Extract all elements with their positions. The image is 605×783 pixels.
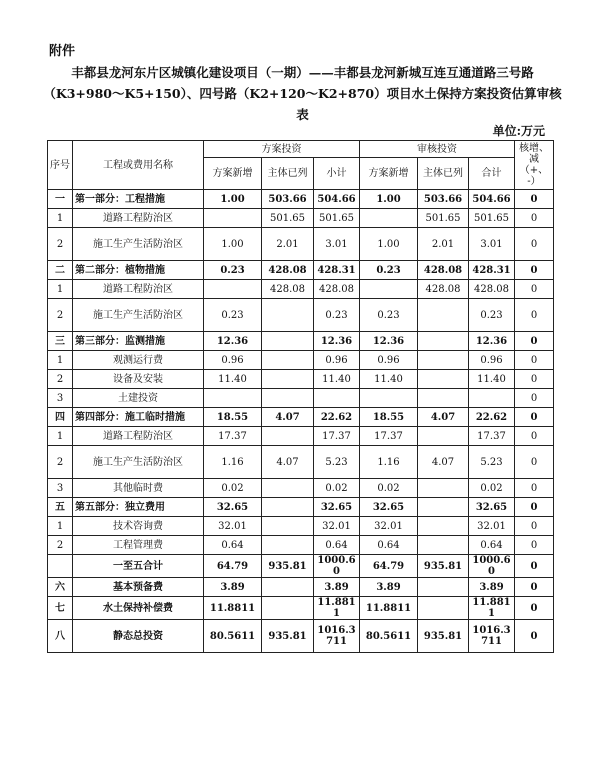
header-plan-main: 主体已列 <box>262 158 314 190</box>
cell-plan-new <box>204 209 262 228</box>
cell-review-new: 0.23 <box>360 261 418 280</box>
row-name: 技术咨询费 <box>73 517 204 536</box>
row-name: 其他临时费 <box>73 479 204 498</box>
row-name: 土建投资 <box>73 389 204 408</box>
cell-diff: 0 <box>515 261 554 280</box>
cell-diff: 0 <box>515 389 554 408</box>
cell-plan-new: 11.40 <box>204 370 262 389</box>
attachment-label: 附件 <box>49 44 76 59</box>
row-seq: 1 <box>48 517 73 536</box>
cell-review-main <box>418 299 469 332</box>
cell-review-new: 0.23 <box>360 299 418 332</box>
cell-review-new: 12.36 <box>360 332 418 351</box>
cell-plan-main: 428.08 <box>262 280 314 299</box>
row-name: 道路工程防治区 <box>73 209 204 228</box>
row-seq: 七 <box>48 597 73 620</box>
cell-plan-main: 4.07 <box>262 446 314 479</box>
cell-diff: 0 <box>515 479 554 498</box>
cell-review-new: 0.64 <box>360 536 418 555</box>
row-name: 工程管理费 <box>73 536 204 555</box>
cell-diff: 0 <box>515 536 554 555</box>
cell-plan-new: 3.89 <box>204 578 262 597</box>
table-row <box>48 261 554 280</box>
table-row <box>48 517 554 536</box>
title-line-2: （K3+980～K5+150）、四号路（K2+120～K2+870）项目水土保持方案投资估算审核表 <box>43 86 562 122</box>
cell-plan-subtotal: 11.8811 <box>314 597 360 620</box>
cell-plan-main <box>262 498 314 517</box>
cell-review-total: 12.36 <box>469 332 515 351</box>
cell-plan-subtotal: 5.23 <box>314 446 360 479</box>
row-seq: 六 <box>48 578 73 597</box>
cell-review-new: 32.01 <box>360 517 418 536</box>
row-name: 道路工程防治区 <box>73 280 204 299</box>
table-row <box>48 446 554 479</box>
cell-plan-new: 12.36 <box>204 332 262 351</box>
cell-diff: 0 <box>515 517 554 536</box>
cell-review-total <box>469 389 515 408</box>
cell-review-new: 17.37 <box>360 427 418 446</box>
cell-review-new: 1.00 <box>360 190 418 209</box>
row-seq: 2 <box>48 536 73 555</box>
row-seq: 五 <box>48 498 73 517</box>
table-row <box>48 351 554 370</box>
cell-review-new <box>360 280 418 299</box>
cell-plan-main <box>262 578 314 597</box>
cell-plan-subtotal: 32.01 <box>314 517 360 536</box>
row-name: 施工生产生活防治区 <box>73 446 204 479</box>
cell-plan-main <box>262 597 314 620</box>
cell-review-new: 64.79 <box>360 555 418 578</box>
row-seq: 一 <box>48 190 73 209</box>
cell-review-total: 0.96 <box>469 351 515 370</box>
row-name: 设备及安装 <box>73 370 204 389</box>
cell-diff: 0 <box>515 620 554 653</box>
cell-review-total: 1000.60 <box>469 555 515 578</box>
table-row <box>48 498 554 517</box>
cell-review-new: 11.40 <box>360 370 418 389</box>
cell-review-total: 32.65 <box>469 498 515 517</box>
header-review-main: 主体已列 <box>418 158 469 190</box>
cell-plan-main <box>262 351 314 370</box>
cell-diff: 0 <box>515 190 554 209</box>
row-name: 第四部分：施工临时措施 <box>73 408 204 427</box>
row-name: 第二部分：植物措施 <box>73 261 204 280</box>
row-seq: 2 <box>48 228 73 261</box>
cell-plan-main: 501.65 <box>262 209 314 228</box>
cell-plan-subtotal: 1000.60 <box>314 555 360 578</box>
cell-diff: 0 <box>515 555 554 578</box>
cell-plan-subtotal <box>314 389 360 408</box>
row-name: 观测运行费 <box>73 351 204 370</box>
cell-plan-main: 503.66 <box>262 190 314 209</box>
cell-review-new: 11.8811 <box>360 597 418 620</box>
cell-review-main: 2.01 <box>418 228 469 261</box>
header-name: 工程或费用名称 <box>73 141 204 190</box>
cell-review-new: 0.02 <box>360 479 418 498</box>
row-name: 一至五合计 <box>73 555 204 578</box>
cell-diff: 0 <box>515 498 554 517</box>
cell-plan-new <box>204 280 262 299</box>
table-row <box>48 578 554 597</box>
cell-plan-main <box>262 517 314 536</box>
cell-plan-new: 32.65 <box>204 498 262 517</box>
cell-diff: 0 <box>515 209 554 228</box>
table-row <box>48 228 554 261</box>
cell-review-main <box>418 479 469 498</box>
table-row <box>48 209 554 228</box>
row-name: 施工生产生活防治区 <box>73 228 204 261</box>
header-plan-subtotal: 小计 <box>314 158 360 190</box>
table-row <box>48 299 554 332</box>
cell-plan-new <box>204 389 262 408</box>
cell-review-main: 428.08 <box>418 280 469 299</box>
title-line-1: 丰都县龙河东片区城镇化建设项目（一期）——丰都县龙河新城互连互通道路三号路 <box>71 65 534 80</box>
header-plan-group: 方案投资 <box>204 141 360 158</box>
table-row <box>48 389 554 408</box>
cell-review-main <box>418 597 469 620</box>
header-seq: 序号 <box>48 141 73 190</box>
cell-plan-subtotal: 11.40 <box>314 370 360 389</box>
cell-plan-main <box>262 389 314 408</box>
cell-plan-new: 0.02 <box>204 479 262 498</box>
cell-plan-main <box>262 370 314 389</box>
cell-plan-new: 1.16 <box>204 446 262 479</box>
row-seq: 3 <box>48 479 73 498</box>
cell-plan-main: 935.81 <box>262 555 314 578</box>
cell-plan-new: 64.79 <box>204 555 262 578</box>
cell-review-new: 32.65 <box>360 498 418 517</box>
row-seq <box>48 555 73 578</box>
cell-plan-new: 1.00 <box>204 190 262 209</box>
row-seq: 1 <box>48 209 73 228</box>
cell-review-total: 17.37 <box>469 427 515 446</box>
header-review-total: 合计 <box>469 158 515 190</box>
cell-diff: 0 <box>515 597 554 620</box>
cell-plan-new: 18.55 <box>204 408 262 427</box>
table-row <box>48 370 554 389</box>
unit-label: 单位:万元 <box>492 124 545 138</box>
cell-plan-subtotal: 0.02 <box>314 479 360 498</box>
table-row <box>48 190 554 209</box>
cell-review-main: 4.07 <box>418 408 469 427</box>
cell-review-new <box>360 389 418 408</box>
cell-review-main: 935.81 <box>418 620 469 653</box>
cell-diff: 0 <box>515 351 554 370</box>
cell-review-total: 22.62 <box>469 408 515 427</box>
cell-plan-new: 32.01 <box>204 517 262 536</box>
cell-review-total: 501.65 <box>469 209 515 228</box>
table-body <box>48 190 554 653</box>
cell-plan-subtotal: 3.01 <box>314 228 360 261</box>
cell-diff: 0 <box>515 427 554 446</box>
cell-plan-subtotal: 17.37 <box>314 427 360 446</box>
cell-plan-subtotal: 12.36 <box>314 332 360 351</box>
cell-review-new: 18.55 <box>360 408 418 427</box>
row-seq: 1 <box>48 351 73 370</box>
row-seq: 3 <box>48 389 73 408</box>
row-seq: 1 <box>48 427 73 446</box>
header-diff: 核增、减（+、-） <box>515 141 554 190</box>
cell-plan-new: 0.23 <box>204 299 262 332</box>
header-review-new: 方案新增 <box>360 158 418 190</box>
cell-plan-new: 11.8811 <box>204 597 262 620</box>
cell-review-main <box>418 517 469 536</box>
table-row <box>48 597 554 620</box>
cell-review-main: 4.07 <box>418 446 469 479</box>
row-seq: 2 <box>48 370 73 389</box>
header-row-1 <box>48 141 554 158</box>
cell-plan-subtotal: 501.65 <box>314 209 360 228</box>
row-seq: 2 <box>48 299 73 332</box>
cell-plan-main <box>262 536 314 555</box>
cell-review-main <box>418 370 469 389</box>
cell-plan-subtotal: 0.96 <box>314 351 360 370</box>
row-name: 第三部分：监测措施 <box>73 332 204 351</box>
row-seq: 四 <box>48 408 73 427</box>
cell-plan-new: 80.5611 <box>204 620 262 653</box>
row-name: 道路工程防治区 <box>73 427 204 446</box>
cell-plan-new: 0.64 <box>204 536 262 555</box>
cell-review-main <box>418 332 469 351</box>
cell-plan-subtotal: 1016.3711 <box>314 620 360 653</box>
cell-plan-subtotal: 428.31 <box>314 261 360 280</box>
cell-review-total: 1016.3711 <box>469 620 515 653</box>
cell-diff: 0 <box>515 446 554 479</box>
cell-plan-subtotal: 0.64 <box>314 536 360 555</box>
cell-review-new: 1.16 <box>360 446 418 479</box>
cell-review-main: 501.65 <box>418 209 469 228</box>
row-seq: 八 <box>48 620 73 653</box>
cell-review-main <box>418 536 469 555</box>
cell-plan-main: 428.08 <box>262 261 314 280</box>
cell-review-total: 32.01 <box>469 517 515 536</box>
row-seq: 1 <box>48 280 73 299</box>
row-name: 第一部分：工程措施 <box>73 190 204 209</box>
cell-review-main: 428.08 <box>418 261 469 280</box>
cell-review-new: 3.89 <box>360 578 418 597</box>
row-seq: 二 <box>48 261 73 280</box>
cell-diff: 0 <box>515 299 554 332</box>
table-row <box>48 536 554 555</box>
row-seq: 2 <box>48 446 73 479</box>
cell-review-main: 935.81 <box>418 555 469 578</box>
header-review-group: 审核投资 <box>360 141 515 158</box>
cell-plan-main: 2.01 <box>262 228 314 261</box>
row-name: 水土保持补偿费 <box>73 597 204 620</box>
cell-diff: 0 <box>515 578 554 597</box>
cell-review-total: 11.8811 <box>469 597 515 620</box>
row-name: 基本预备费 <box>73 578 204 597</box>
cell-review-total: 0.64 <box>469 536 515 555</box>
cell-review-total: 504.66 <box>469 190 515 209</box>
cell-review-total: 5.23 <box>469 446 515 479</box>
cell-plan-subtotal: 3.89 <box>314 578 360 597</box>
cell-review-total: 0.23 <box>469 299 515 332</box>
table-row <box>48 620 554 653</box>
cell-plan-main: 4.07 <box>262 408 314 427</box>
row-name: 施工生产生活防治区 <box>73 299 204 332</box>
row-name: 第五部分：独立费用 <box>73 498 204 517</box>
cell-plan-main <box>262 332 314 351</box>
cell-diff: 0 <box>515 228 554 261</box>
row-seq: 三 <box>48 332 73 351</box>
cell-plan-new: 1.00 <box>204 228 262 261</box>
table-row <box>48 332 554 351</box>
cell-review-new: 80.5611 <box>360 620 418 653</box>
cell-plan-main <box>262 299 314 332</box>
cell-review-main: 503.66 <box>418 190 469 209</box>
cell-review-main <box>418 578 469 597</box>
cell-review-new <box>360 209 418 228</box>
cell-review-main <box>418 351 469 370</box>
cell-review-total: 0.02 <box>469 479 515 498</box>
cell-review-total: 428.08 <box>469 280 515 299</box>
document-title <box>40 62 565 125</box>
cell-plan-new: 0.96 <box>204 351 262 370</box>
table-row <box>48 479 554 498</box>
cell-plan-new: 0.23 <box>204 261 262 280</box>
cell-plan-subtotal: 32.65 <box>314 498 360 517</box>
table-row <box>48 427 554 446</box>
cell-review-total: 3.01 <box>469 228 515 261</box>
table-row <box>48 555 554 578</box>
investment-estimate-table <box>47 140 554 653</box>
cell-review-new: 0.96 <box>360 351 418 370</box>
cell-diff: 0 <box>515 408 554 427</box>
cell-diff: 0 <box>515 332 554 351</box>
cell-plan-subtotal: 0.23 <box>314 299 360 332</box>
cell-review-new: 1.00 <box>360 228 418 261</box>
cell-plan-main <box>262 479 314 498</box>
cell-plan-subtotal: 504.66 <box>314 190 360 209</box>
header-plan-new: 方案新增 <box>204 158 262 190</box>
cell-review-total: 428.31 <box>469 261 515 280</box>
cell-review-main <box>418 389 469 408</box>
cell-plan-main: 935.81 <box>262 620 314 653</box>
cell-review-total: 11.40 <box>469 370 515 389</box>
cell-diff: 0 <box>515 280 554 299</box>
cell-review-main <box>418 498 469 517</box>
cell-plan-subtotal: 22.62 <box>314 408 360 427</box>
cell-review-total: 3.89 <box>469 578 515 597</box>
row-name: 静态总投资 <box>73 620 204 653</box>
cell-plan-main <box>262 427 314 446</box>
cell-diff: 0 <box>515 370 554 389</box>
table-row <box>48 408 554 427</box>
cell-plan-subtotal: 428.08 <box>314 280 360 299</box>
table-row <box>48 280 554 299</box>
cell-review-main <box>418 427 469 446</box>
cell-plan-new: 17.37 <box>204 427 262 446</box>
